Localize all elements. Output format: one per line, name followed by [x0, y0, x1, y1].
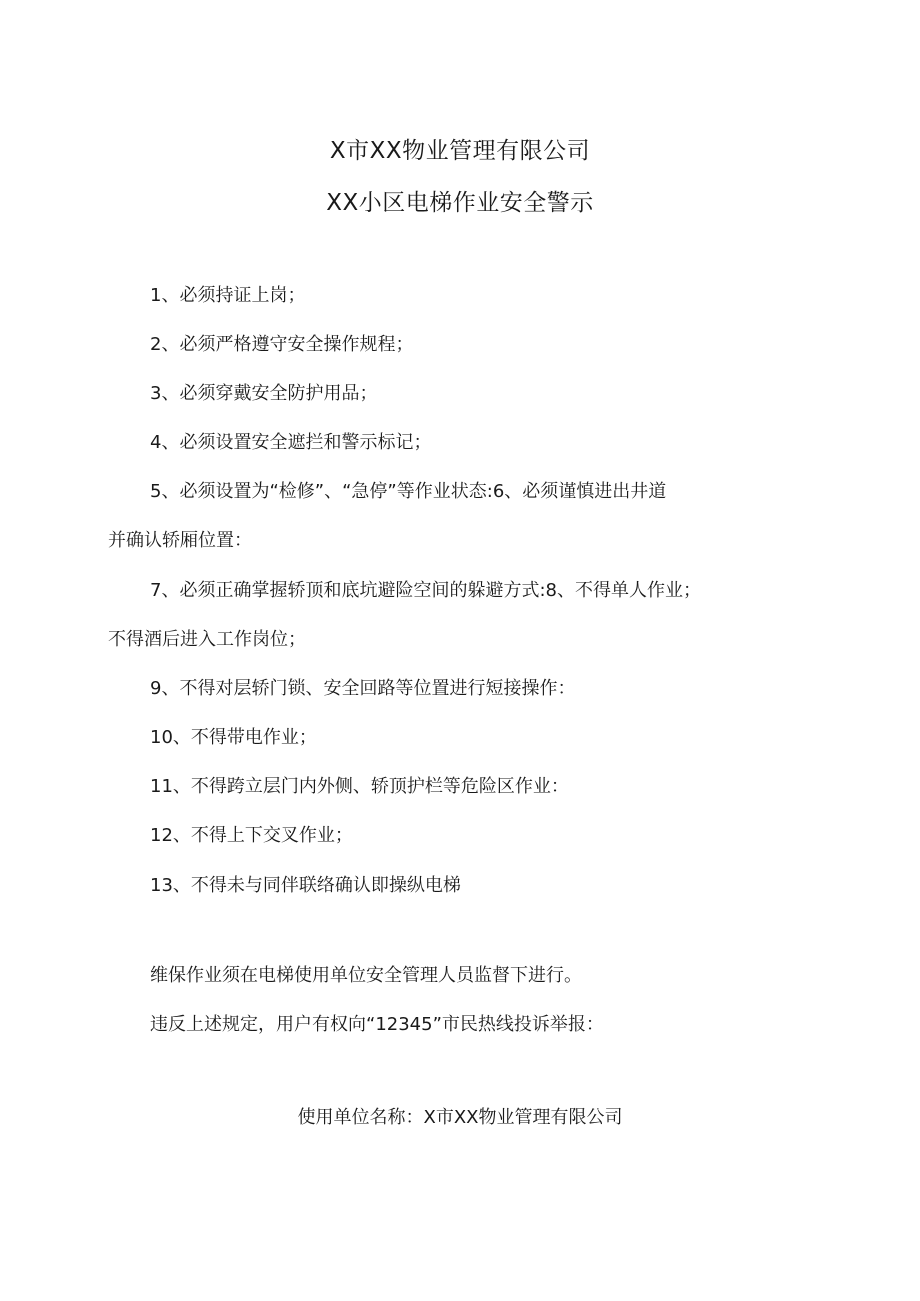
rule-item-5: 5、必须设置为“检修”、“急停”等作业状态:6、必须谨慎进出井道: [150, 481, 667, 502]
rule-item-4: 4、必须设置安全遮拦和警示标记；: [150, 432, 432, 453]
company-title: X市XX物业管理有限公司: [329, 138, 591, 164]
rule-item-12: 12、不得上下交叉作业；: [150, 825, 353, 846]
notice-title: XX小区电梯作业安全警示: [326, 190, 594, 216]
rule-item-11: 11、不得跨立层门内外侧、轿顶护栏等危险区作业：: [150, 776, 569, 797]
rule-item-10: 10、不得带电作业；: [150, 727, 317, 748]
supervision-note: 维保作业须在电梯使用单位安全管理人员监督下进行。: [150, 965, 582, 986]
complaint-note: 违反上述规定，用户有权向“12345”市民热线投诉举报：: [150, 1014, 604, 1035]
user-unit-name: 使用单位名称：X市XX物业管理有限公司: [297, 1107, 623, 1128]
rule-item-7-continued: 不得酒后进入工作岗位；: [108, 629, 306, 650]
rule-item-5-continued: 并确认轿厢位置：: [108, 530, 252, 551]
rule-item-3: 3、必须穿戴安全防护用品；: [150, 383, 378, 404]
rule-item-7: 7、必须正确掌握轿顶和底坑避险空间的躲避方式:8、不得单人作业；: [150, 580, 701, 601]
rule-item-1: 1、必须持证上岗；: [150, 285, 306, 306]
rule-item-13: 13、不得未与同伴联络确认即操纵电梯: [150, 875, 461, 896]
rule-item-2: 2、必须严格遵守安全操作规程；: [150, 334, 414, 355]
rule-item-9: 9、不得对层轿门锁、安全回路等位置进行短接操作：: [150, 678, 576, 699]
